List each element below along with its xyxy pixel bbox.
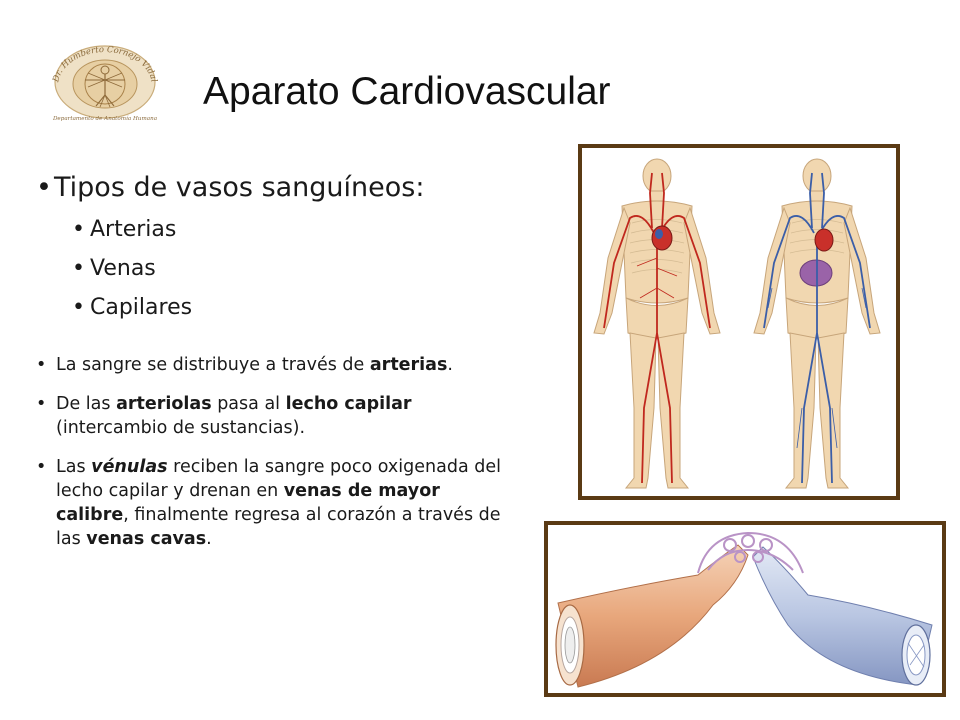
venous-figure bbox=[754, 159, 880, 488]
circulatory-system-image bbox=[578, 144, 900, 500]
body-figures-icon bbox=[582, 148, 896, 496]
paragraph-bullet bbox=[36, 455, 506, 551]
department-logo bbox=[40, 40, 170, 124]
paragraph-segment: vénulas bbox=[91, 457, 168, 477]
vitruvian-seal-icon bbox=[40, 40, 170, 124]
paragraph-segment: reciben la sangre poco oxigenada del lecho capilar y drenan en bbox=[56, 457, 501, 501]
paragraph-segment: . bbox=[206, 529, 212, 549]
paragraph-segment: venas de mayor calibre bbox=[56, 481, 440, 525]
slide-title: Aparato Cardiovascular bbox=[203, 70, 611, 113]
paragraph-segment: (intercambio de sustancias). bbox=[56, 418, 306, 438]
vessel-cross-section-image bbox=[544, 521, 946, 697]
bullet-list bbox=[36, 170, 516, 566]
svg-text:Departamento de Anatomía Human: Departamento de Anatomía Humana bbox=[52, 116, 158, 122]
paragraph-segment: lecho capilar bbox=[285, 394, 412, 414]
sub-bullet-capilares: • Capilares bbox=[72, 288, 516, 327]
paragraph-segment: arterias bbox=[369, 355, 448, 375]
paragraph-bullet bbox=[36, 353, 506, 377]
sub-bullet-venas: • Venas bbox=[72, 249, 516, 288]
paragraph-segment: Las bbox=[56, 457, 92, 477]
paragraph-segment: La sangre se distribuye a través de bbox=[56, 355, 370, 375]
svg-text:Dr. Humberto Cornejo Vidal: Dr. Humberto Cornejo Vidal bbox=[51, 44, 159, 84]
sub-bullet-arterias: • Arterias bbox=[72, 210, 516, 249]
paragraph-segment: , finalmente regresa al corazón a través de las bbox=[56, 505, 501, 549]
paragraph-segment: arteriolas bbox=[116, 394, 212, 414]
main-bullet: • Tipos de vasos sanguíneos: bbox=[36, 170, 516, 206]
paragraph-segment: pasa al bbox=[211, 394, 286, 414]
vessel-diagram-icon bbox=[548, 525, 942, 693]
paragraph-segment: De las bbox=[56, 394, 117, 414]
paragraph-bullet bbox=[36, 392, 506, 440]
paragraph-segment: . bbox=[447, 355, 453, 375]
arterial-figure bbox=[594, 159, 720, 488]
paragraph-segment: venas cavas bbox=[86, 529, 207, 549]
